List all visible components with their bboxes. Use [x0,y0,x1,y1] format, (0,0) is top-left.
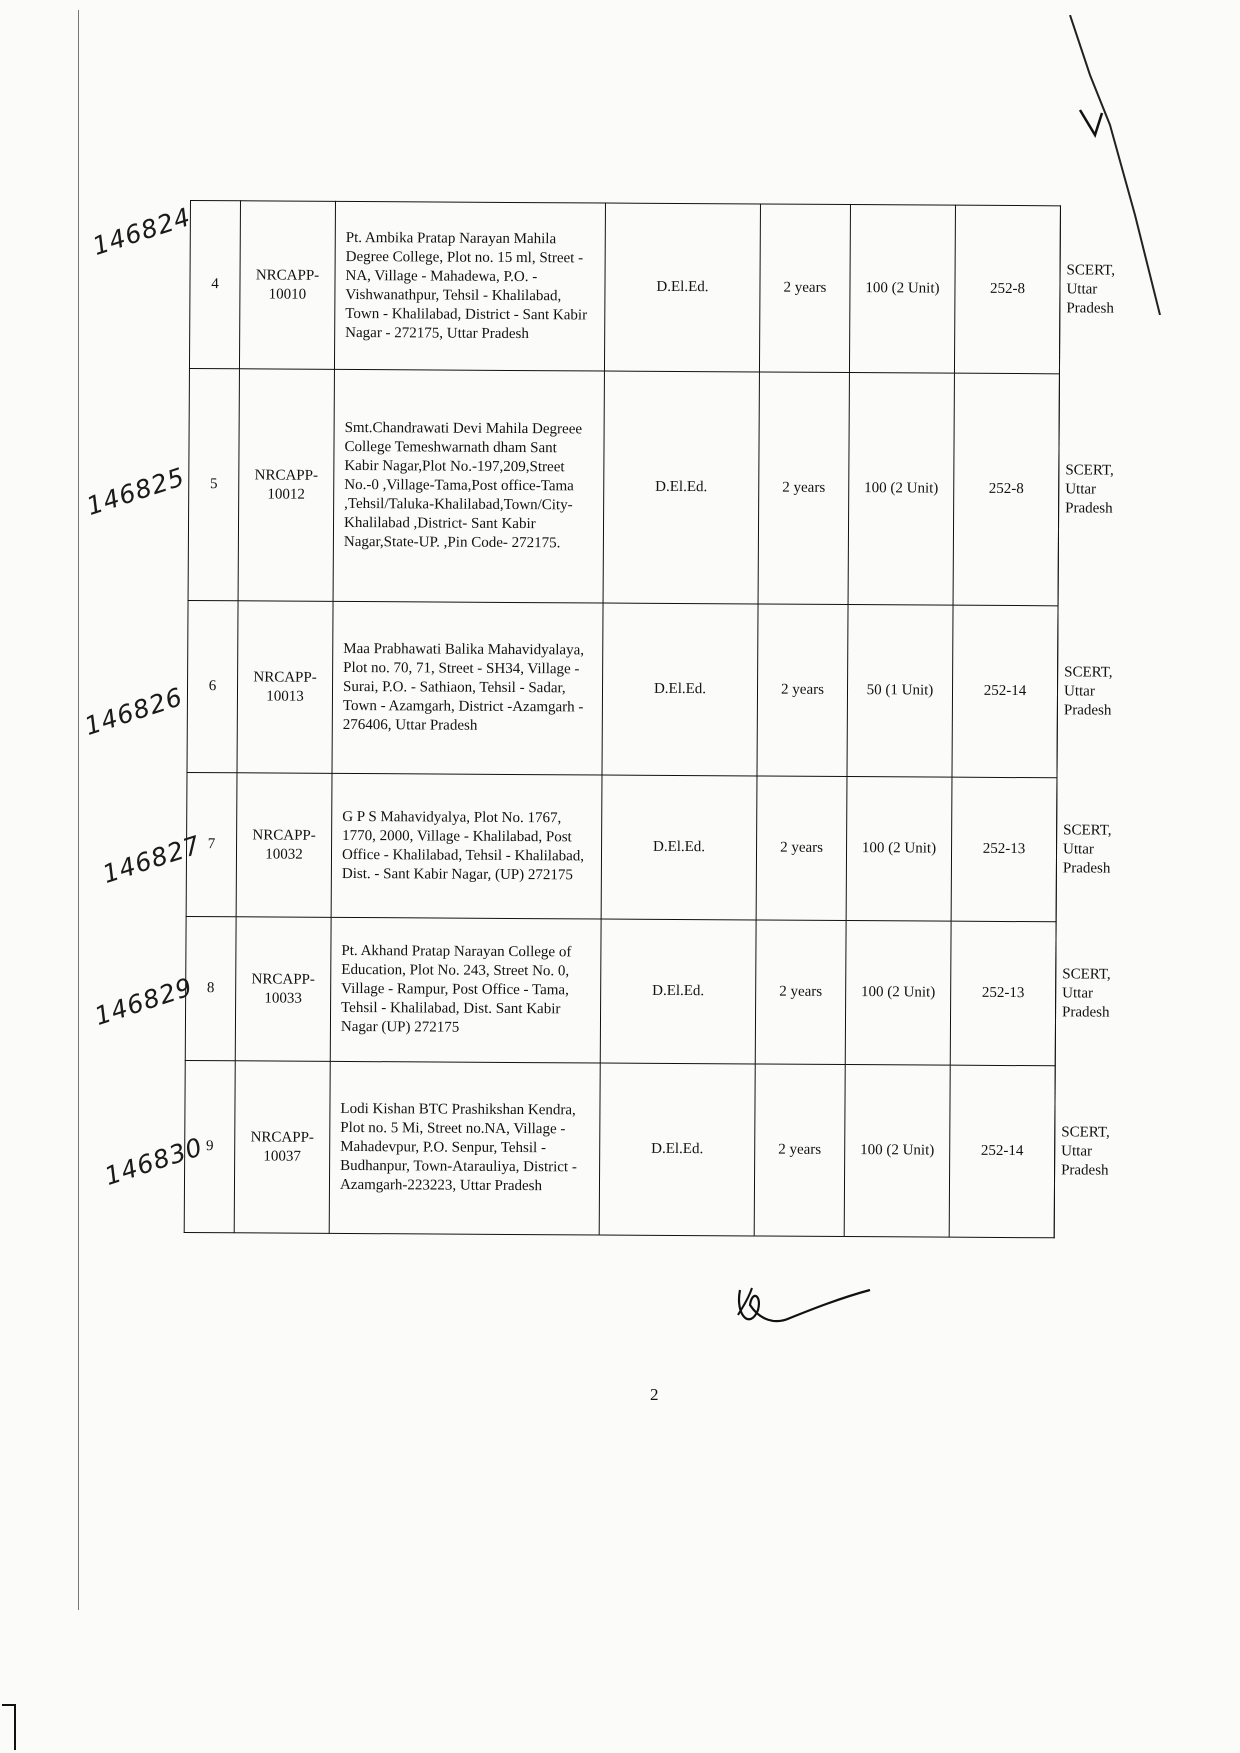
duration: 2 years [754,1064,845,1237]
table-row [188,368,1059,605]
handwritten-number: 146827 [99,830,205,889]
page-number: 2 [650,1385,659,1404]
serial-number: 7 [186,772,237,916]
institution-address: Smt.Chandrawati Devi Mahila Degreee College Temeshwarnath dham Sant Kabir Nagar,Plot No.-197,209,Street No.-0 ,Village-Tama,Post office-Tama ,Tehsil/Taluka-Khalilabad,Town/City-Khalilabad ,District- Sant Kabir Nagar,State-UP. ,Pin Code- 272175. [333,369,604,603]
application-code: NRCAPP-10037 [234,1061,330,1234]
duration: 2 years [757,604,848,777]
affiliating-body: SCERT, Uttar Pradesh [1062,822,1112,877]
duration: 2 years [756,776,847,921]
course: D.El.Ed. [604,203,760,372]
handwritten-number: 146824 [89,202,195,261]
course: D.El.Ed. [602,603,758,776]
application-code: NRCAPP-10013 [237,601,333,774]
table-row [186,772,1057,921]
meeting-reference: 252-13 [950,921,1056,1066]
binding-mark [0,1700,20,1753]
intake: 50 (1 Unit) [847,605,953,778]
institution-address: Lodi Kishan BTC Prashikshan Kendra, Plot no. 5 Mi, Street no.NA, Village -Mahadevpur, P.O. Senpur, Tehsil -Budhanpur, Town-Atarauliya, District -Azamgarh-223223, Uttar Pradesh [329,1061,600,1235]
table-row [187,600,1058,777]
course: D.El.Ed. [599,1063,755,1236]
application-code: NRCAPP-10032 [236,773,332,918]
meeting-reference: 252-8 [954,205,1060,374]
institution-address: Pt. Akhand Pratap Narayan College of Education, Plot No. 243, Street No. 0, Village - Rampur, Post Office - Tama, Tehsil - Khalilabad, Dist. Sant Kabir Nagar (UP) 272175 [330,917,601,1063]
application-code: NRCAPP-10012 [238,369,334,602]
meeting-reference: 252-8 [953,373,1059,606]
institution-address: Maa Prabhawati Balika Mahavidyalaya, Plot no. 70, 71, Street - SH34, Village - Surai, P.O. - Sathiaon, Tehsil - Sadar, Town - Azamgarh, District -Azamgarh - 276406, Uttar Pradesh [332,601,603,775]
table-row [185,916,1056,1065]
handwritten-number: 146826 [81,682,187,741]
serial-number: 5 [188,368,239,600]
table-row [184,1060,1055,1237]
institutions-table-wrapper [184,200,1116,1238]
institution-address: G P S Mahavidyalya, Plot No. 1767, 1770, 2000, Village - Khalilabad, Post Office - Khalilabad, Tehsil - Khalilabad, Dist. - Sant Kabir Nagar, (UP) 272175 [331,773,602,919]
left-margin-line [78,10,79,1610]
course: D.El.Ed. [603,371,759,604]
intake: 100 (2 Unit) [845,921,951,1066]
intake: 100 (2 Unit) [848,373,954,606]
intake: 100 (2 Unit) [844,1065,950,1238]
application-code: NRCAPP-10010 [239,201,335,370]
application-code: NRCAPP-10033 [235,917,331,1062]
intake: 100 (2 Unit) [846,777,952,922]
duration: 2 years [759,204,850,373]
affiliating-body: SCERT, Uttar Pradesh [1057,606,1058,778]
course: D.El.Ed. [600,919,756,1064]
institution-address: Pt. Ambika Pratap Narayan Mahila Degree College, Plot no. 15 ml, Street - NA, Village - Mahadewa, P.O. - Vishwanathpur, Tehsil - Khalilabad, Town - Khalilabad, District - Sant Kabir Nagar - 272175, Uttar Pradesh [334,201,605,371]
intake: 100 (2 Unit) [849,205,955,374]
meeting-reference: 252-13 [951,777,1057,922]
affiliating-body: SCERT, Uttar Pradesh [1058,374,1059,606]
duration: 2 years [758,372,849,605]
signature-mark [730,1270,880,1350]
affiliating-body: SCERT, Uttar Pradesh [1062,966,1111,1021]
affiliating-body: SCERT, Uttar Pradesh [1059,206,1060,374]
serial-number: 8 [185,916,236,1060]
serial-number: 6 [187,600,238,772]
serial-number: 4 [189,201,240,369]
table-row [189,201,1060,374]
handwritten-number: 146825 [83,462,189,521]
handwritten-number: 146830 [101,1132,207,1191]
institutions-table [184,200,1116,1238]
affiliating-body: SCERT, Uttar Pradesh [1054,1066,1055,1238]
meeting-reference: 252-14 [949,1065,1055,1238]
meeting-reference: 252-14 [952,605,1058,778]
handwritten-number: 146829 [91,972,197,1031]
serial-number: 9 [184,1060,235,1232]
course: D.El.Ed. [601,775,757,920]
duration: 2 years [755,920,846,1065]
